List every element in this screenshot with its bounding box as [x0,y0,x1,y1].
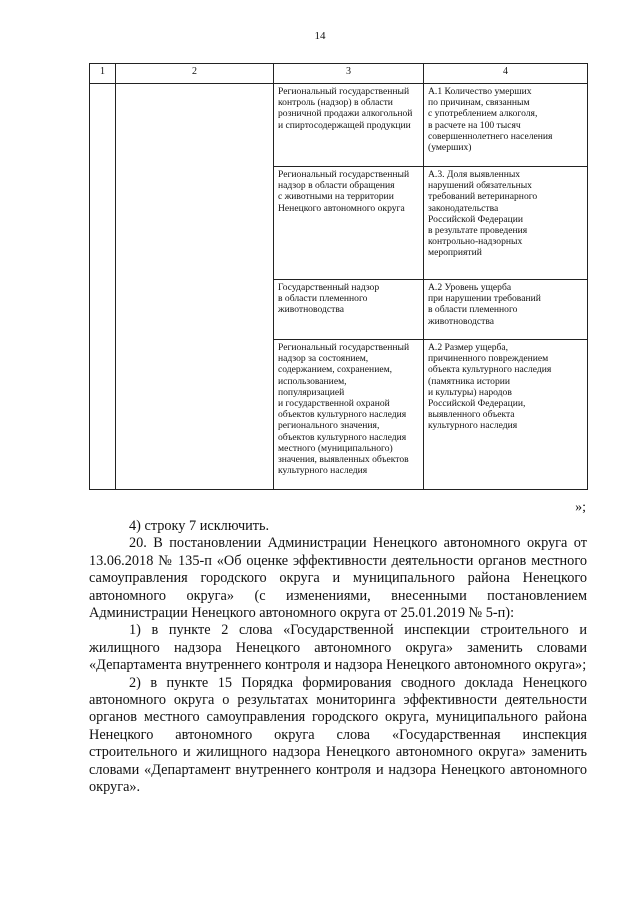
closing-quote-mark: »; [575,500,586,515]
control-type-cell: Региональный государственный контроль (надзор) в области розничной продажи алкогольной и спиртосодержащей продукции [274,84,424,167]
indicator-cell: А.2 Размер ущерба, причиненного повреждением объекта культурного наследия (памятника истории и культуры) народов Российской Федерации, выявленного объекта культурного наследия [424,340,588,490]
header-col-1: 1 [90,64,116,84]
table-header-row [90,64,588,84]
document-body [89,518,587,797]
paragraph-item-20: 20. В постановлении Администрации Ненецкого автономного округа от 13.06.2018 № 135-п «Об оценке эффективности деятельности органов местного самоуправления городского округа и муниципального района Ненецкого автономного округа» (с изменениями, внесенными постановлением Администрации Ненецкого автономного округа от 25.01.2019 № 5-п): [89,535,587,622]
control-type-cell: Государственный надзор в области племенного животноводства [274,280,424,340]
page-number: 14 [314,30,326,42]
header-col-4: 4 [424,64,588,84]
empty-cell-col-2 [116,84,274,490]
paragraph-subitem-2: 2) в пункте 15 Порядка формирования сводного доклада Ненецкого автономного округа о результатах мониторинга эффективности деятельности органов местного самоуправления городского округа, муниципального района Ненецкого автономного округа слова «Государственная инспекция строительного и жилищного надзора Ненецкого автономного округа» заменить словами «Департамент внутреннего контроля и надзора Ненецкого автономного округа». [89,674,587,796]
empty-cell-col-1 [90,84,116,490]
paragraph-item-4: 4) строку 7 исключить. [129,518,270,534]
indicator-cell: А.1 Количество умерших по причинам, связанным с употреблением алкоголя, в расчете на 100 тысяч совершеннолетнего населения (умерших) [424,84,588,167]
header-col-2: 2 [116,64,274,84]
control-type-cell: Региональный государственный надзор за состоянием, содержанием, сохранением, использованием, популяризацией и государственной охраной объектов культурного наследия регионального значения, объектов культурного наследия местного (муниципального) значения, выявленных объектов культурного наследия [274,340,424,490]
header-col-3: 3 [274,64,424,84]
paragraph-subitem-1: 1) в пункте 2 слова «Государственной инспекции строительного и жилищного надзора Ненецкого автономного округа» заменить словами «Департамента внутреннего контроля и надзора Ненецкого автономного округа»; [89,622,587,674]
indicator-table [89,63,588,490]
indicator-cell: А.2 Уровень ущерба при нарушении требований в области племенного животноводства [424,280,588,340]
table-row [90,84,588,167]
indicator-cell: А.3. Доля выявленных нарушений обязательных требований ветеринарного законодательства Российской Федерации в результате проведения контрольно-надзорных мероприятий [424,167,588,280]
control-type-cell: Региональный государственный надзор в области обращения с животными на территории Ненецкого автономного округа [274,167,424,280]
